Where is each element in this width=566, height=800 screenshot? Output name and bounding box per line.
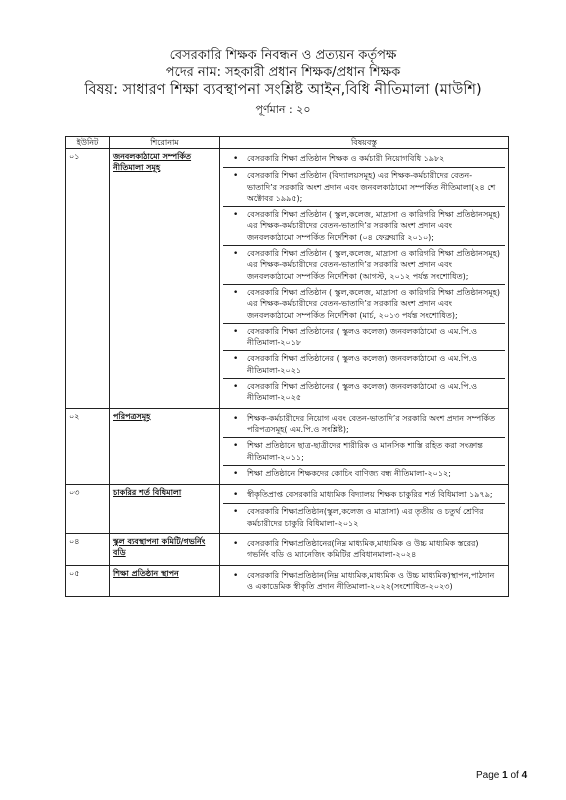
unit-content — [220, 408, 509, 484]
content-item — [223, 351, 505, 379]
of-word: of — [510, 770, 519, 781]
header-title: শিরোনাম — [110, 137, 220, 149]
content-item-text: বেসরকারি শিক্ষাপ্রতিষ্ঠান(নিম্ন মাধ্যমিক,মাধ্যমিক ও উচ্চ মাধ্যমিক)স্থাপন,পাঠদান ও একাডেমিক স্বীকৃতি প্রদান নীতিমালা-২০২২(সংশোধিত-২০২৩) — [247, 570, 495, 591]
content-item — [223, 466, 505, 482]
page-footer — [476, 770, 527, 781]
page-total: 4 — [521, 770, 528, 781]
unit-title: শিক্ষা প্রতিষ্ঠান স্থাপন — [110, 565, 220, 597]
unit-title: পরিপত্রসমূহ — [110, 408, 220, 484]
unit-number: ০৩ — [66, 485, 110, 534]
content-item — [223, 487, 505, 504]
bullet-icon — [233, 506, 247, 529]
unit-number: ০৫ — [66, 565, 110, 597]
post-name: পদের নাম: সহকারী প্রধান শিক্ষক/প্রধান শিক্ষক — [165, 65, 401, 80]
subject-title: বিষয়: সাধারণ শিক্ষা ব্যবস্থাপনা সংশ্লিষ্ট আইন,বিধি নীতিমালা (মাউশি) — [84, 82, 482, 98]
unit-content — [220, 565, 509, 597]
content-item-text: শিক্ষা প্রতিষ্ঠানে ছাত্র-ছাত্রীদের শারীরিক ও মানসিক শাস্তি রহিত করা সংক্রান্ত নীতিমালা-২০১১; — [247, 441, 483, 462]
bullet-icon — [233, 468, 247, 480]
content-item-text: শিক্ষা প্রতিষ্ঠানে শিক্ষকদের কোচিং বাণিজ্য বন্ধ নীতিমালা-২০১২; — [247, 468, 451, 478]
bullet-icon — [233, 538, 247, 561]
content-item — [223, 536, 505, 563]
unit-number: ০২ — [66, 408, 110, 484]
content-item-text: বেসরকারি শিক্ষা প্রতিষ্ঠান ( স্কুল,কলেজ, মাদ্রাসা ও কারিগরি শিক্ষা প্রতিষ্ঠানসমূহ) এর শিক্ষক-কর্মচারীদের বেতন-ভাতাদি’র সরকারি অংশ প্রদান এবং জনবলকাঠামো সম্পর্কিত নির্দেশিকা (আগস্ট, ২০১২ পর্যন্ত সংশোধিত); — [247, 249, 501, 281]
content-item-text: বেসরকারি শিক্ষা প্রতিষ্ঠানের ( স্কুলও কলেজ) জনবলকাঠামো ও এম.পি.ও নীতিমালা-২০১৮ — [247, 326, 478, 348]
content-item-text: বেসরকারি শিক্ষা প্রতিষ্ঠানের ( স্কুলও কলেজ) জনবলকাঠামো ও এম.পি.ও নীতিমালা-২০২১ — [247, 354, 478, 375]
content-item-text: শিক্ষক-কর্মচারীদের নিয়োগ এবং বেতন-ভাতাদি’র সরকারি অংশ প্রদান সম্পর্কিত পরিপত্রসমূহ( এম.পি.ও সংশ্লিষ্ট); — [247, 413, 496, 434]
header-content: বিষয়বস্তু — [220, 137, 509, 149]
unit-content — [220, 149, 509, 409]
table-row — [66, 408, 509, 484]
syllabus-table — [65, 136, 509, 597]
table-row — [66, 485, 509, 534]
content-item-text: বেসরকারি শিক্ষা প্রতিষ্ঠান শিক্ষক ও কর্মচারী নিয়োগবিধি ১৯৮২ — [247, 154, 445, 163]
unit-number: ০১ — [66, 149, 110, 409]
content-item — [223, 438, 505, 466]
content-item-text: বেসরকারি শিক্ষা প্রতিষ্ঠান (বিদ্যালয়সমূহ) এর শিক্ষক-কর্মচারীদের বেতন-ভাতাদি’র সরকারি অংশ প্রদান এবং জনবলকাঠামো সম্পর্কিত নীতিমালা(২৪ শে অক্টোবর ১৯৯৫); — [247, 171, 496, 203]
table-row — [66, 565, 509, 597]
bullet-icon — [233, 413, 247, 436]
content-item — [223, 246, 505, 285]
table-header-row — [66, 137, 509, 149]
content-item — [223, 504, 505, 531]
bullet-icon — [233, 570, 247, 593]
content-item — [223, 151, 505, 168]
content-item-text: বেসরকারি শিক্ষাপ্রতিষ্ঠান(স্কুল,কলেজ ও মাদ্রাসা) এর তৃতীয় ও চতুর্থ শ্রেণির কর্মচারীদের চাকুরি বিধিমালা-২০১২ — [247, 507, 484, 528]
bullet-icon — [233, 489, 247, 501]
unit-title: স্কুল ব্যবস্থাপনা কমিটি/গভর্নিং বডি — [110, 534, 220, 566]
bullet-icon — [233, 440, 247, 463]
bullet-icon — [233, 381, 247, 404]
content-item — [223, 379, 505, 406]
content-item — [223, 207, 505, 246]
content-item — [223, 411, 505, 439]
bullet-icon — [233, 170, 247, 204]
content-item — [223, 568, 505, 595]
authority-name: বেসরকারি শিক্ষক নিবন্ধন ও প্রত্যয়ন কর্তৃপক্ষ — [169, 48, 397, 63]
header-unit: ইউনিট — [66, 137, 110, 149]
content-item-text: বেসরকারি শিক্ষা প্রতিষ্ঠান ( স্কুল,কলেজ, মাদ্রাসা ও কারিগরি শিক্ষা প্রতিষ্ঠানসমূহ) এর শিক্ষক-কর্মচারীদের বেতন-ভাতাদি’র সরকারি অংশ প্রদান এবং জনবলকাঠামো সম্পর্কিত নির্দেশিকা (মার্চ, ২০১৩ পর্যন্ত সংশোধিত); — [247, 287, 501, 320]
unit-content — [220, 534, 509, 566]
unit-title: জনবলকাঠামো সম্পর্কিত নীতিমালা সমূহ — [110, 149, 220, 409]
unit-number: ০৪ — [66, 534, 110, 566]
unit-title: চাকরির শর্ত বিধিমালা — [110, 485, 220, 534]
bullet-icon — [233, 287, 247, 321]
content-item — [223, 168, 505, 207]
content-item — [223, 324, 505, 352]
table-row — [66, 149, 509, 409]
bullet-icon — [233, 209, 247, 243]
bullet-icon — [233, 353, 247, 376]
table-row — [66, 534, 509, 566]
unit-content — [220, 485, 509, 534]
bullet-icon — [233, 153, 247, 165]
document-header — [0, 47, 566, 119]
content-item-text: স্বীকৃতিপ্রাপ্ত বেসরকারি মাধ্যমিক বিদ্যালয় শিক্ষক চাকুরির শর্ত বিধিমালা ১৯৭৯; — [247, 490, 493, 500]
full-marks: পূর্ণমান : ২০ — [255, 103, 311, 116]
page-word: Page — [476, 770, 500, 781]
page-number: 1 — [502, 770, 508, 781]
content-item-text: বেসরকারি শিক্ষা প্রতিষ্ঠানের ( স্কুলও কলেজ) জনবলকাঠামো ও এম.পি.ও নীতিমালা-২০২৫ — [247, 382, 478, 403]
bullet-icon — [233, 326, 247, 349]
bullet-icon — [233, 248, 247, 282]
content-item-text: বেসরকারি শিক্ষাপ্রতিষ্ঠানের(নিম্ন মাধ্যমিক,মাধ্যমিক ও উচ্চ মাধ্যমিক স্তরের) গভর্নিং বডি ও ম্যানেজিং কমিটির প্রবিধানমালা-২০২৪ — [247, 539, 479, 560]
content-item — [223, 285, 505, 324]
content-item-text: বেসরকারি শিক্ষা প্রতিষ্ঠান ( স্কুল,কলেজ, মাদ্রাসা ও কারিগরি শিক্ষা প্রতিষ্ঠানসমূহ) এর শিক্ষক-কর্মচারীদের বেতন-ভাতাদি’র সরকারি অংশ প্রদান এবং জনবলকাঠামো সম্পর্কিত নির্দেশিকা (০৪ ফেব্রুয়ারি ২০১০); — [247, 210, 501, 242]
